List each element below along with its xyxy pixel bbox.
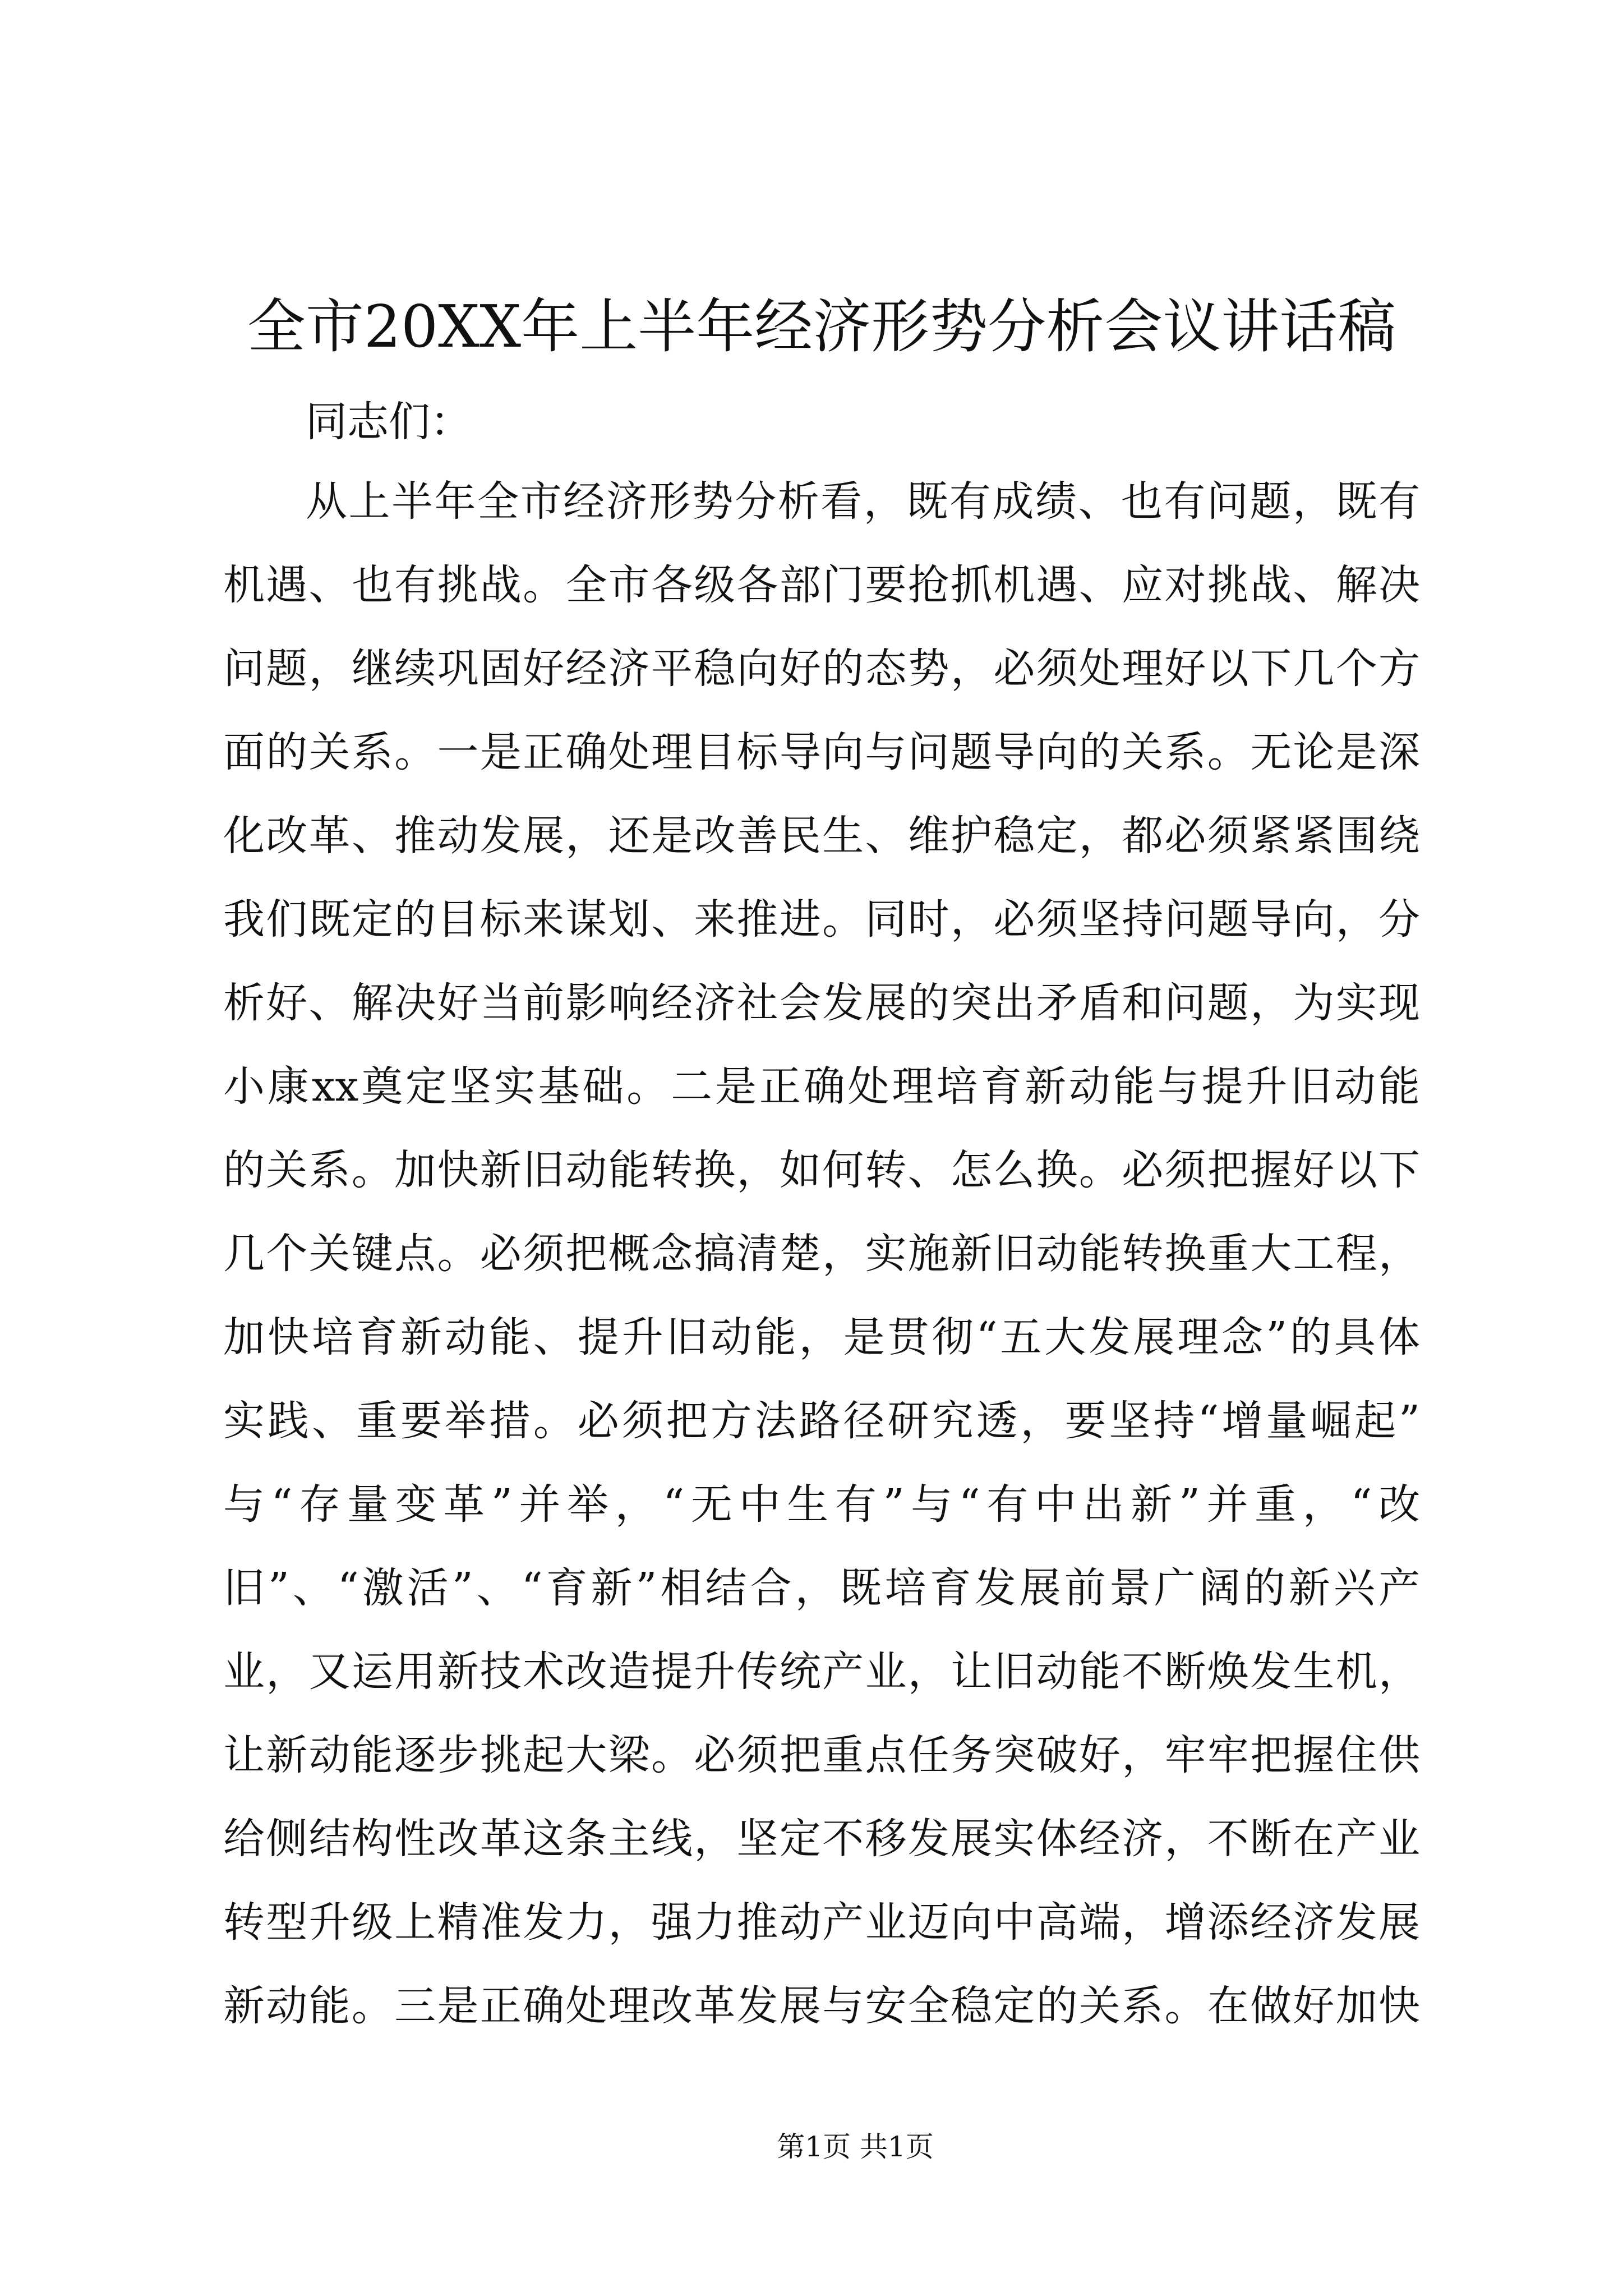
- body-line: 化改革、推动发展，还是改善民生、维护稳定，都必须紧紧围绕: [223, 812, 1420, 860]
- body-line: 业，又运用新技术改造提升传统产业，让旧动能不断焕发生机，: [223, 1648, 1420, 1696]
- body-line: 小康xx奠定坚实基础。二是正确处理培育新动能与提升旧动能: [223, 1062, 1420, 1111]
- body-line: 的关系。加快新旧动能转换，如何转、怎么换。必须把握好以下: [223, 1146, 1420, 1194]
- body-line: 实践、重要举措。必须把方法路径研究透，要坚持“增量崛起”: [223, 1397, 1420, 1445]
- body-line: 从上半年全市经济形势分析看，既有成绩、也有问题，既有: [306, 477, 1420, 526]
- page-footer: 第1页 共1页: [777, 2131, 934, 2163]
- body-line: 旧”、“激活”、“育新”相结合，既培育发展前景广阔的新兴产: [223, 1564, 1420, 1612]
- body-line: 问题，继续巩固好经济平稳向好的态势，必须处理好以下几个方: [223, 645, 1420, 693]
- body-line: 析好、解决好当前影响经济社会发展的突出矛盾和问题，为实现: [223, 979, 1420, 1027]
- body-line: 与“存量变革”并举，“无中生有”与“有中出新”并重，“改: [223, 1480, 1420, 1529]
- body-line: 面的关系。一是正确处理目标导向与问题导向的关系。无论是深: [223, 728, 1420, 776]
- body-line: 让新动能逐步挑起大梁。必须把重点任务突破好，牢牢把握住供: [223, 1731, 1420, 1779]
- body-line: 我们既定的目标来谋划、来推进。同时，必须坚持问题导向，分: [223, 895, 1420, 944]
- body-paragraph: [223, 460, 1420, 2048]
- greeting: 同志们：: [306, 398, 472, 446]
- body-line: 机遇、也有挑战。全市各级各部门要抢抓机遇、应对挑战、解决: [223, 561, 1420, 609]
- body-line: 转型升级上精准发力，强力推动产业迈向中高端，增添经济发展: [223, 1898, 1420, 1947]
- body-line: 几个关键点。必须把概念搞清楚，实施新旧动能转换重大工程，: [223, 1230, 1420, 1278]
- body-line: 加快培育新动能、提升旧动能，是贯彻“五大发展理念”的具体: [223, 1313, 1420, 1361]
- body-line: 给侧结构性改革这条主线，坚定不移发展实体经济，不断在产业: [223, 1815, 1420, 1863]
- document-title: 全市20XX年上半年经济形势分析会议讲话稿: [247, 292, 1396, 361]
- body-line: 新动能。三是正确处理改革发展与安全稳定的关系。在做好加快: [223, 1982, 1420, 2030]
